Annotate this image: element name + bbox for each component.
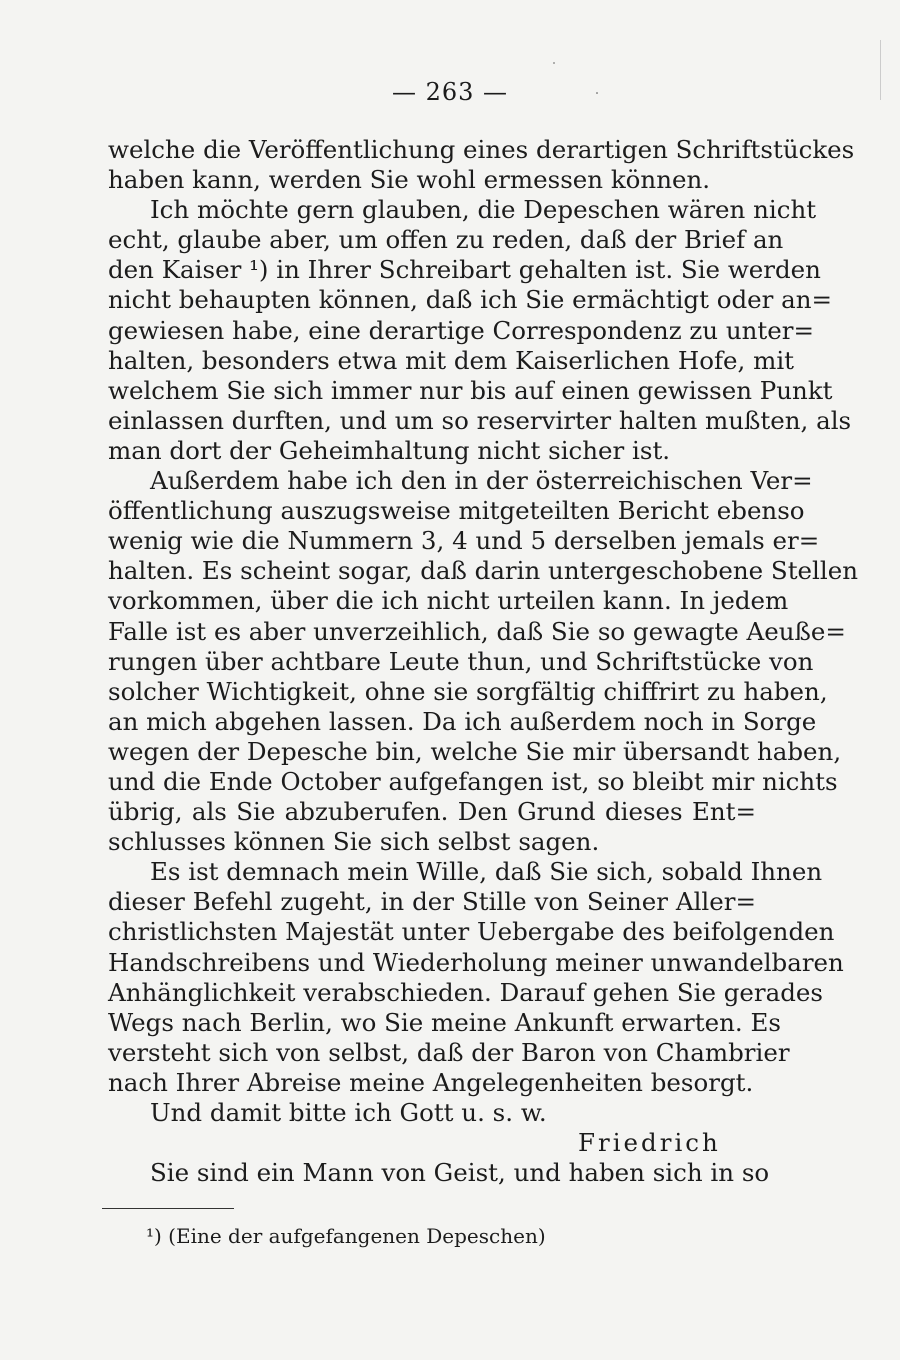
text-line: Falle ist es aber unverzeihlich, daß Sie so gewagte Aeuße=: [108, 616, 846, 646]
scan-speck: [553, 62, 555, 64]
text-line: versteht sich von selbst, daß der Baron von Chambrier: [108, 1037, 790, 1067]
text-line: Ich möchte gern glauben, die Depeschen wären nicht: [150, 195, 817, 225]
text-line: einlassen durften, und um so reservirter halten mußten, als: [108, 405, 852, 435]
text-line: wegen der Depesche bin, welche Sie mir übersandt haben,: [108, 736, 842, 766]
text-line: übrig, als Sie abzuberufen. Den Grund dieses Ent=: [108, 797, 756, 827]
text-line: Es ist demnach mein Wille, daß Sie sich, sobald Ihnen: [150, 857, 823, 887]
text-line: welchem Sie sich immer nur bis auf einen gewissen Punkt: [108, 375, 833, 405]
signature: Friedrich: [578, 1128, 721, 1158]
page-number: — 263 —: [391, 78, 509, 106]
text-line: Und damit bitte ich Gott u. s. w.: [150, 1098, 547, 1127]
text-line: halten, besonders etwa mit dem Kaiserlichen Hofe, mit: [108, 345, 795, 375]
body-text: [108, 135, 858, 1188]
text-line: Handschreibens und Wiederholung meiner unwandelbaren: [108, 947, 844, 977]
text-line: echt, glaube aber, um offen zu reden, daß der Brief an: [108, 225, 784, 255]
text-line: halten. Es scheint sogar, daß darin untergeschobene Stellen: [108, 556, 858, 586]
text-line: und die Ende October aufgefangen ist, so bleibt mir nichts: [108, 766, 838, 796]
text-line: Außerdem habe ich den in der österreichischen Ver=: [150, 466, 813, 496]
text-line: vorkommen, über die ich nicht urteilen kann. In jedem: [108, 586, 789, 616]
text-line: rungen über achtbare Leute thun, und Schriftstücke von: [108, 646, 814, 676]
scan-edge: [880, 40, 881, 100]
text-line: nach Ihrer Abreise meine Angelegenheiten besorgt.: [108, 1067, 754, 1097]
text-line: Anhänglichkeit verabschieden. Darauf gehen Sie gerades: [108, 977, 823, 1007]
text-line: schlusses können Sie sich selbst sagen.: [108, 827, 600, 857]
text-line: an mich abgehen lassen. Da ich außerdem noch in Sorge: [108, 706, 817, 736]
text-line: den Kaiser ¹) in Ihrer Schreibart gehalten ist. Sie werden: [108, 255, 821, 285]
text-line: nicht behaupten können, daß ich Sie ermächtigt oder an=: [108, 285, 833, 315]
text-line: solcher Wichtigkeit, ohne sie sorgfältig chiffrirt zu haben,: [108, 676, 828, 706]
text-line: gewiesen habe, eine derartige Correspondenz zu unter=: [108, 315, 815, 345]
text-line: christlichsten Majestät unter Uebergabe des beifolgenden: [108, 917, 835, 947]
text-line: haben kann, werden Sie wohl ermessen können.: [108, 165, 711, 195]
footnote: ¹) (Eine der aufgefangenen Depeschen): [146, 1224, 546, 1248]
scan-speck: [596, 92, 598, 94]
text-lines: [108, 135, 858, 1128]
text-line: dieser Befehl zugeht, in der Stille von Seiner Aller=: [108, 887, 756, 917]
text-line: welche die Veröffentlichung eines derartigen Schriftstückes: [108, 135, 855, 164]
text-line: man dort der Geheimhaltung nicht sicher ist.: [108, 435, 671, 465]
text-line: Wegs nach Berlin, wo Sie meine Ankunft erwarten. Es: [108, 1007, 781, 1037]
closing-line: Sie sind ein Mann von Geist, und haben sich in so: [150, 1158, 770, 1188]
footnote-divider: [102, 1208, 234, 1209]
text-line: wenig wie die Nummern 3, 4 und 5 derselben jemals er=: [108, 526, 820, 556]
text-line: öffentlichung auszugsweise mitgeteilten Bericht ebenso: [108, 496, 805, 526]
